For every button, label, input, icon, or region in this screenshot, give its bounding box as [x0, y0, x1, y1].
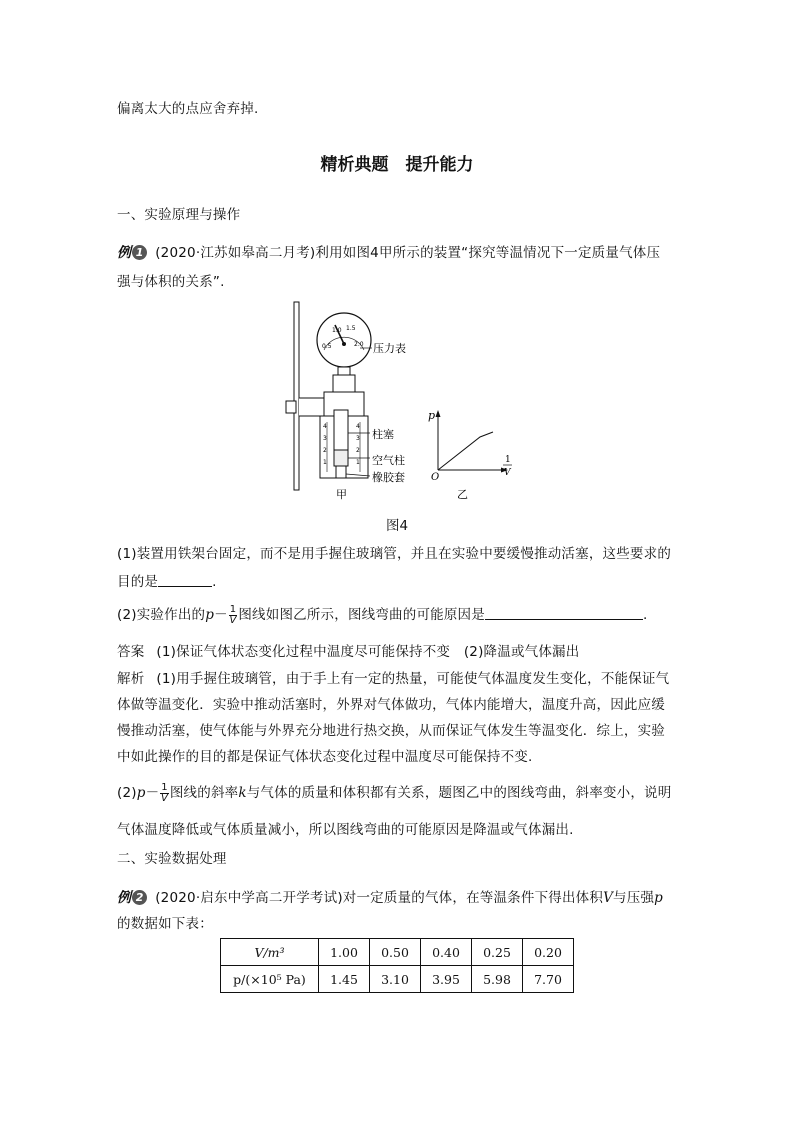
example2-symbol-V: V: [603, 890, 614, 906]
analysis-text1: (1)用手握住玻璃管，由于手上有一定的热量，可能使气体温度发生变化，不能保证气: [156, 671, 670, 687]
analysis-line2: 体做等温变化．实验中推动活塞时，外界对气体做功，气体内能增大，温度升高，因此应缓: [117, 697, 665, 713]
figure-4: [280, 298, 525, 505]
analysis-line3: 慢推动活塞，使气体能与外界充分地进行热交换，从而保证气体发生等温变化．综上，实验: [117, 723, 665, 739]
gauge-connector: [333, 375, 355, 392]
gauge-tick-label: 2.0: [354, 341, 364, 348]
answer-blank: [158, 574, 212, 587]
gauge-tick-label: 1.0: [332, 327, 342, 334]
tube-tick-label: 2: [323, 447, 327, 454]
example1-line2: 强与体积的关系”.: [117, 274, 225, 290]
gauge-pivot: [342, 342, 346, 346]
example1-text1: (2020·江苏如皋高二月考)利用如图4甲所示的装置“探究等温情况下一定质量气体压: [155, 245, 661, 261]
question1-end: .: [212, 574, 217, 590]
example-label: 例: [117, 890, 132, 906]
analysis-label: 解析: [117, 671, 145, 687]
analysis2-line1: [117, 781, 671, 804]
table-row: [221, 939, 574, 966]
example2-text2: 与压强: [613, 890, 655, 906]
question2-line: [117, 603, 647, 626]
question1-text: 目的是: [117, 574, 159, 590]
piston-label: 柱塞: [372, 428, 394, 441]
example1-line1: [117, 241, 660, 262]
air-column: [334, 450, 348, 466]
table-cell: 0.25: [472, 939, 523, 966]
question2-prefix: (2)实验作出的: [117, 607, 206, 623]
analysis2-fraction: [160, 783, 169, 804]
example2-text1: (2020·启东中学高二开学考试)对一定质量的气体，在等温条件下得出体积: [155, 890, 604, 906]
analysis2-symbol-k: k: [238, 785, 247, 801]
graph-x-label-denominator: V: [504, 468, 511, 478]
question1-line2: [117, 570, 217, 590]
table-cell: 3.10: [370, 966, 421, 993]
clamp-screw: [286, 401, 296, 413]
analysis-line4: 中如此操作的目的都是保证气体状态变化过程中温度尽可能保持不变.: [117, 749, 533, 765]
table-cell: 7.70: [523, 966, 574, 993]
gauge-tick-label: 1.5: [346, 325, 356, 332]
graph-curve: [438, 432, 493, 470]
pressure-gauge: [317, 313, 371, 367]
graph-y-arrow: [436, 410, 441, 417]
clamp-arm: [299, 398, 324, 416]
analysis2-symbol-p: p: [136, 785, 146, 801]
question2-end: .: [642, 607, 648, 623]
gauge-label: 压力表: [373, 342, 406, 355]
tube-tick-label: 1: [323, 459, 327, 466]
table-header-cell: V/m³: [221, 939, 319, 966]
question1-line1: (1)装置用铁架台固定，而不是用手握住玻璃管，并且在实验中要缓慢推动活塞，这些要求的: [117, 546, 672, 562]
analysis2-fraction-num: 1: [161, 781, 168, 793]
analysis2-fraction-den: V: [161, 792, 169, 804]
tube-tick-label: 1: [356, 459, 360, 466]
section-title: 精析典题 提升能力: [320, 155, 474, 175]
answer-label: 答案: [117, 644, 145, 660]
intro-line: 偏离太大的点应舍弃掉.: [117, 101, 259, 117]
answer-blank: [485, 607, 643, 620]
figure-right-caption: 乙: [457, 488, 468, 501]
tube-tick-label: 3: [323, 435, 327, 442]
air-column-label: 空气柱: [372, 454, 405, 467]
table-cell: 0.50: [370, 939, 421, 966]
q2-dash: －: [214, 607, 228, 623]
graph-x-label-numerator: 1: [505, 455, 511, 465]
q2-symbol-p: p: [205, 607, 215, 623]
example-number-badge: 1: [132, 245, 147, 260]
piston: [334, 410, 348, 450]
table-header-cell: p/(×10⁵ Pa): [221, 966, 319, 993]
example-label: 例: [117, 245, 132, 261]
table-row: [221, 966, 574, 993]
figure-left-caption: 甲: [336, 488, 347, 501]
analysis2-dash: －: [145, 785, 160, 801]
graph-y-label: p: [428, 409, 436, 422]
part1-heading: 一、实验原理与操作: [117, 207, 241, 223]
example2-line2: 的数据如下表：: [117, 916, 213, 932]
example2-line1: [117, 886, 663, 907]
table-cell: 0.20: [523, 939, 574, 966]
analysis2-text1: 图线的斜率: [169, 785, 239, 801]
graph-origin-label: O: [431, 472, 440, 483]
table-cell: 1.45: [319, 966, 370, 993]
table-cell: 5.98: [472, 966, 523, 993]
rubber-cap: [336, 466, 346, 478]
tube-tick-label: 4: [356, 423, 360, 430]
answer-text: (1)保证气体状态变化过程中温度尽可能保持不变 (2)降温或气体漏出: [156, 644, 580, 660]
analysis2-line2: 气体温度降低或气体质量减小，所以图线弯曲的可能原因是降温或气体漏出.: [117, 822, 574, 838]
question2-suffix: 图线如图乙所示，图线弯曲的可能原因是: [238, 607, 485, 623]
tube-tick-label: 3: [356, 435, 360, 442]
analysis-line1: [117, 667, 669, 687]
q2-fraction-den: V: [229, 614, 237, 626]
gauge-stem: [338, 367, 350, 375]
example-number-badge: 2: [132, 890, 147, 905]
analysis2-prefix: (2): [117, 785, 137, 801]
part2-heading: 二、实验数据处理: [117, 851, 227, 867]
tube-tick-label: 2: [356, 447, 360, 454]
stand-rod: [294, 302, 299, 490]
analysis2-text2: 与气体的质量和体积都有关系，题图乙中的图线弯曲，斜率变小，说明: [246, 785, 672, 801]
data-table: [220, 938, 574, 993]
q2-fraction-num: 1: [229, 603, 237, 615]
q2-fraction: [229, 605, 238, 626]
table-cell: 0.40: [421, 939, 472, 966]
answer-line: [117, 640, 579, 660]
example2-symbol-p: p: [654, 890, 663, 906]
table-cell: 1.00: [319, 939, 370, 966]
gauge-tick-label: 0.5: [322, 343, 332, 350]
rubber-cap-label: 橡胶套: [372, 471, 405, 484]
figure-caption: 图4: [385, 518, 409, 534]
table-cell: 3.95: [421, 966, 472, 993]
tube-tick-label: 4: [323, 423, 327, 430]
